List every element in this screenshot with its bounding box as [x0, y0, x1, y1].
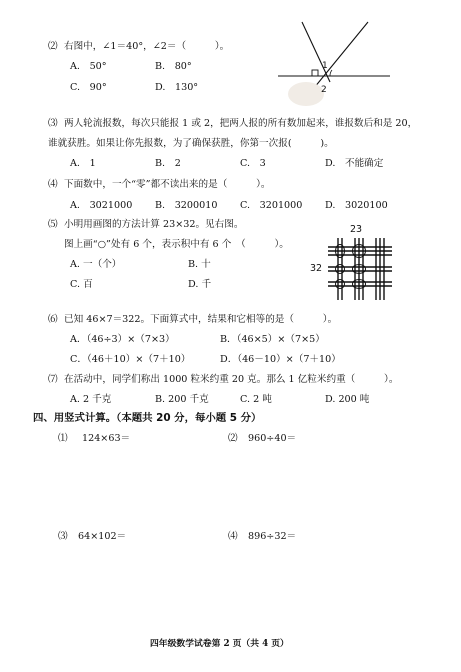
q5-option-b: B. 十 [188, 259, 211, 270]
q3-line1: 两人轮流报数，每次只能报 1 或 2，把两人报的所有数加起来，谁报数后和是 20， [64, 118, 418, 129]
calc2-number: ⑵ [228, 433, 238, 444]
angle-1-label: 1 [322, 61, 328, 71]
q2-option-c: C. 90° [70, 82, 107, 93]
watermark-stamp [288, 82, 324, 106]
q5-text: 小明用画图的方法计算 23×32。见右图。 [64, 219, 244, 230]
right-angle-marker [312, 70, 318, 76]
angle-2-arc [330, 70, 332, 76]
grid-left-label: 32 [310, 263, 323, 274]
grid-circle [336, 265, 345, 274]
q2-option-a: A. 50° [70, 61, 107, 72]
q3-number: ⑶ [48, 118, 58, 129]
q3-option-d: D. 不能确定 [325, 158, 384, 169]
angle-figure-ray [314, 22, 368, 88]
q5-option-a: A. 一（个） [70, 259, 122, 270]
q3-option-c: C. 3 [240, 158, 266, 169]
calc1-number: ⑴ [58, 433, 68, 444]
q7-number: ⑺ [48, 374, 58, 385]
q4-text: 下面数中，一个“零”都不读出来的是（ ）。 [64, 179, 271, 190]
q6-text: 已知 46×7＝322。下面算式中，结果和它相等的是（ ）。 [64, 314, 338, 325]
q6-option-d: D．（46－10）×（7＋10） [220, 354, 341, 365]
angle-2-label: 2 [321, 85, 327, 95]
q2-number: ⑵ [48, 41, 58, 52]
calc2-expression: 960÷40＝ [248, 433, 297, 444]
q7-option-a: A. 2 千克 [70, 394, 112, 405]
q4-number: ⑷ [48, 179, 58, 190]
q5-number: ⑸ [48, 219, 58, 230]
grid-circle [336, 280, 345, 289]
q4-option-b: B. 3200010 [155, 200, 218, 211]
q5-option-c: C. 百 [70, 279, 93, 290]
multiplication-grid-figure [306, 222, 398, 302]
q2-option-b: B. 80° [155, 61, 192, 72]
page-footer: 四年级数学试卷第 2 页（共 4 页） [150, 639, 289, 649]
calc4-number: ⑷ [228, 531, 238, 542]
calc3-expression: 64×102＝ [78, 531, 127, 542]
calc3-number: ⑶ [58, 531, 68, 542]
q7-text: 在活动中，同学们称出 1000 粒米约重 20 克。那么 1 亿粒米约重（ ）。 [64, 374, 399, 385]
grid-top-label: 23 [350, 224, 363, 235]
q2-option-d: D. 130° [155, 82, 199, 93]
q4-option-c: C. 3201000 [240, 200, 303, 211]
q6-number: ⑹ [48, 314, 58, 325]
calc1-expression: 124×63＝ [82, 433, 131, 444]
q6-option-c: C．（46＋10）×（7＋10） [70, 354, 191, 365]
q3-option-b: B. 2 [155, 158, 181, 169]
q3-line2: 谁就获胜。如果让你先报数，为了确保获胜，你第一次报( )。 [48, 138, 334, 149]
q4-option-d: D. 3020100 [325, 200, 388, 211]
q2-text: 右图中，∠1＝40°，∠2＝（ ）。 [64, 41, 230, 52]
section4-title: 四、用竖式计算。（本题共 20 分，每小题 5 分） [33, 412, 262, 424]
calc4-expression: 896÷32＝ [248, 531, 297, 542]
q5-line2: 图上画“○”处有 6 个，表示积中有 6 个 （ ）。 [64, 239, 289, 250]
angle-figure-crossing-line [302, 22, 330, 82]
q4-option-a: A. 3021000 [70, 200, 133, 211]
q3-option-a: A. 1 [70, 158, 96, 169]
q5-option-d: D. 千 [188, 279, 212, 290]
q6-option-b: B．（46×5）×（7×5） [220, 334, 325, 345]
q7-option-c: C. 2 吨 [240, 394, 272, 405]
angle-figure [272, 18, 392, 110]
q6-option-a: A．（46÷3）×（7×3） [70, 334, 175, 345]
q7-option-d: D. 200 吨 [325, 394, 370, 405]
q7-option-b: B. 200 千克 [155, 394, 209, 405]
